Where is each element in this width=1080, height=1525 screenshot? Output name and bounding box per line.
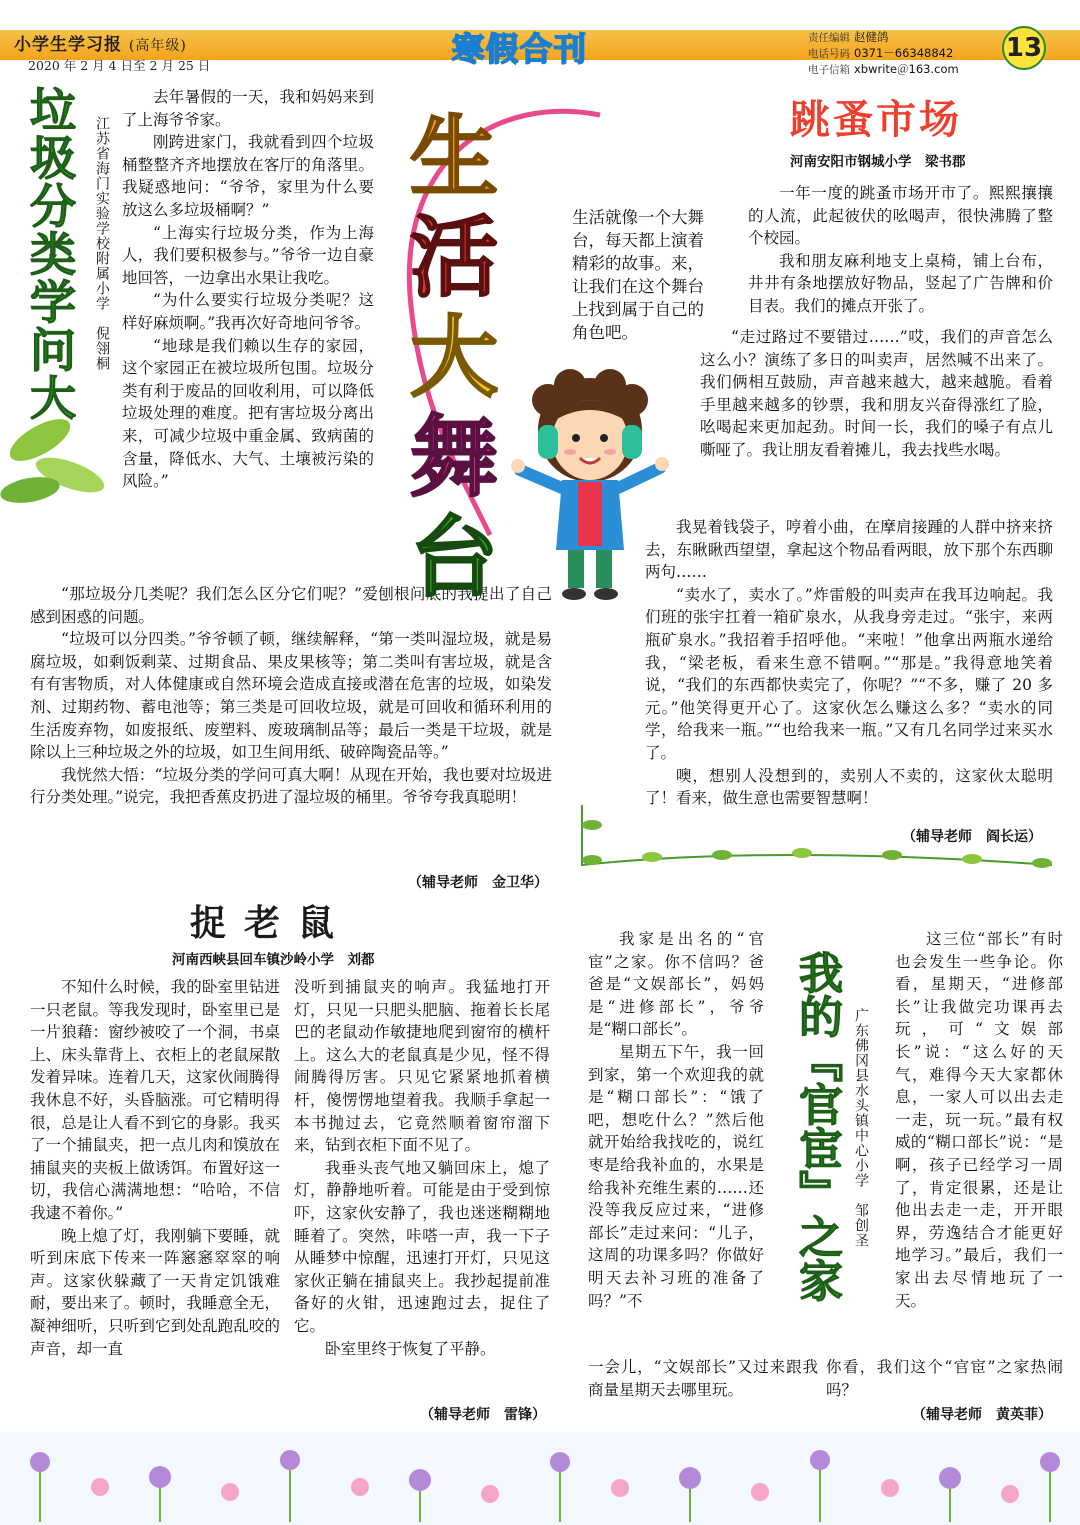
official-family-column-1 [588,928,764,1312]
paragraph: “上海实行垃圾分类，作为上海人，我们要积极参与。”爷爷一边自豪地回答，一边拿出水果让我吃。 [122,223,374,287]
phone-label: 电话号码 [808,48,850,60]
paragraph: “为什么要实行垃圾分类呢？这样好麻烦啊。”我再次好奇地问爷爷。 [122,291,374,332]
email-label: 电子信箱 [808,64,850,76]
theme-intro: 生活就像一个大舞台，每天都上演着精彩的故事。来，让我们在这个舞台上找到属于自己的角色吧。 [572,208,704,342]
flea-market-article-teacher: （辅导老师 阎长运） [902,829,1042,845]
special-issue-title: 寒假合刊 [452,30,589,68]
editor-info [808,30,959,78]
paragraph: 晚上熄了灯，我刚躺下要睡，就听到床底下传来一阵窸窸窣窣的响声。这家伙躲藏了一天肯定饥饿难耐，要出来了。顿时，我睡意全无，凝神细听，只听到它到处乱跑乱咬的声音，却一直 [30,1226,280,1358]
flea-market-article-byline: 河南安阳市钢城小学 梁书郡 [790,154,966,170]
paragraph: “地球是我们赖以生存的家园，这个家园正在被垃圾所包围。垃圾分类有利于废品的回收利用，可以降低垃圾处理的难度。把有害垃圾分离出来，可减少垃圾中重金属、致病菌的含量，降低水、大气、土壤被污染的风险。” [122,336,374,491]
flea-market-column-top [748,182,1053,318]
paragraph: 我晃着钱袋子，哼着小曲，在摩肩接踵的人群中挤来挤去，东瞅瞅西望望，拿起这个物品看两眼，放下那个东西聊两句…… [645,518,1053,582]
theme-title-char: 活 [410,206,509,309]
phone-number: 0371－66348842 [854,46,954,60]
masthead [14,30,187,55]
page-number-badge: 13 [1002,26,1046,70]
catch-mouse-article-title: 捉老鼠 [190,903,353,944]
paragraph: 这三位“部长”有时也会发生一些争论。你看，星期天，“进修部长”让我做完功课再去玩，可“文娱部长”说：“这么好的天气，难得今天大家都休息，一家人可以出去走一走，玩一玩。”最有权威的“糊口部长”说：“是啊，孩子已经学习一周了，肯定很累，还是让他出去走一走，开开眼界，劳逸结合才能更好地学习。”最后，我们一家出去尽情地玩了一天。 [895,930,1063,1310]
paragraph: 卧室里终于恢复了平静。 [325,1339,496,1358]
catch-mouse-column-2 [294,976,550,1360]
paragraph: 我恍然大悟：“垃圾分类的学问可真大啊！从现在开始，我也要对垃圾进行分类处理。”说完，我把香蕉皮扔进了湿垃圾的桶里。爷爷夸我真聪明！ [30,765,552,807]
editor-name: 赵健鸽 [854,30,889,44]
trash-article-title: 垃圾分类学问大 [23,86,77,422]
paragraph: 我和朋友麻利地支上桌椅，铺上台布，井井有条地摆放好物品，竖起了广告牌和价目表。我们的摊点开张了。 [748,251,1053,315]
official-family-column-2 [895,928,1063,1312]
official-family-article-teacher: （辅导老师 黄英菲） [912,1407,1052,1423]
theme-title-char: 生 [410,106,509,209]
theme-title-char: 舞 [410,406,509,509]
paragraph: 我垂头丧气地又躺回床上，熄了灯，静静地听着。可能是由于受到惊吓，这家伙安静了，我也迷迷糊糊地睡着了。突然，咔嗒一声，我一下子从睡梦中惊醒，迅速打开灯，只见这家伙正躺在捕鼠夹上。我抄起提前准备好的火钳，迅速跑过去，捉住了它。 [294,1158,550,1335]
paragraph: 星期五下午，我一回到家，第一个欢迎我的就是“糊口部长”：“饿了吧，想吃什么？”然后他就开始给我找吃的，说红枣是给我补血的，水果是给我补充维生素的……还没等我反应过来，“进修部长”走过来问：“儿子，这周的功课多吗？你做好明天去补习班的准备了吗？”不 [588,1042,764,1310]
trash-article-teacher: （辅导老师 金卫华） [408,875,548,891]
editor-label: 责任编辑 [808,32,850,44]
paragraph: “走过路过不要错过……”哎，我们的声音怎么这么小？演练了多日的叫卖声，居然喊不出来了。我们俩相互鼓励，声音越来越大，越来越脆。看着手里越来越多的钞票，我和朋友兴奋得涨红了脸，吆喝起来更加起劲。时间一长，我们的嗓子有点儿嘶哑了。我让朋友看着摊儿，我去找些水喝。 [700,328,1053,459]
official-family-article-byline: 广东佛冈县水头镇中心小学 邹创圣 [853,1008,869,1248]
paragraph: “卖水了，卖水了。”炸雷般的叫卖声在我耳边响起。我们班的张宇扛着一箱矿泉水，从我身旁走过。“张宇，来两瓶矿泉水。”我招着手招呼他。“来啦！”他拿出两瓶水递给我，“梁老板，看来生意不错啊。”“那是。”我得意地笑着说，“我们的东西都快卖完了，你呢？”“不多，赚了 20 多元。”他笑得更开心了。这家伙怎么赚这么多？“卖水的同学，给我来一瓶。”“也给我来一瓶。”又有几名同学过来买水了。 [645,585,1053,762]
paragraph: 一年一度的跳蚤市场开市了。熙熙攘攘的人流，此起彼伏的吆喝声，很快沸腾了整个校园。 [748,184,1053,248]
official-family-column-2-tail: 你看，我们这个“官宦”之家热闹吗？ [826,1358,1063,1399]
paragraph: 没听到捕鼠夹的响声。我猛地打开灯，只见一只肥头肥脑、拖着长长尾巴的老鼠动作敏捷地爬到窗帘的横杆上。这么大的老鼠真是少见，怪不得闹腾得厉害。只见它紧紧地抓着横杆，傻愣愣地望着我。我顺手拿起一本书抛过去，它竟然顺着窗帘溜下来，钻到衣柜下面不见了。 [294,978,550,1155]
trash-article-narrow-column [122,86,374,493]
paragraph: 噢，想别人没想到的，卖别人不卖的，这家伙太聪明了！看来，做生意也需要智慧啊！ [645,766,1053,808]
flea-market-column-middle [700,326,1053,462]
vine-decoration [572,805,1060,895]
trash-article-byline: 江苏省海门实验学校附属小学 倪翎桐 [94,116,110,371]
trash-article-wide-column [30,583,552,809]
theme-title [410,108,508,608]
flower-border-decoration [0,1432,1080,1525]
paragraph: 刚跨进家门，我就看到四个垃圾桶整整齐齐地摆放在客厅的角落里。我疑惑地问：“爷爷，家里为什么要放这么多垃圾桶啊？” [122,133,374,219]
flea-market-article-title: 跳蚤市场 [790,97,962,143]
theme-title-char: 大 [410,306,509,409]
issue-date: 2020 年 2 月 4 日至 2 月 25 日 [28,58,211,73]
masthead-name: 小学生学习报 [14,35,122,55]
paragraph: “那垃圾分几类呢？我们怎么区分它们呢？”爱刨根问底的我提出了自己感到困惑的问题。 [30,585,552,626]
paragraph: 去年暑假的一天，我和妈妈来到了上海爷爷家。 [122,88,374,129]
catch-mouse-column-1 [30,976,280,1360]
official-family-article-title: 我的『官宦』之家 [791,950,842,1302]
paragraph: “垃圾可以分四类。”爷爷顿了顿，继续解释，“第一类叫湿垃圾，就是易腐垃圾，如剩饭剩菜、过期食品、果皮果核等；第二类叫有害垃圾，就是含有有害物质，对人体健康或自然环境会造成直接或潜在危害的垃圾，如染发剂、过期药物、蓄电池等；第三类是可回收垃圾，就是可回收和循环利用的生活废弃物，如废报纸、废塑料、废玻璃制品等；最后一类是干垃圾，就是除以上三种垃圾之外的垃圾，如卫生间用纸、破碎陶瓷品等。” [30,630,552,762]
catch-mouse-article-teacher: （辅导老师 雷锋） [420,1407,546,1423]
official-family-column-1-tail: 一会儿，“文娱部长”又过来跟我商量星期天去哪里玩。 [588,1358,818,1399]
masthead-grade: (高年级) [128,38,187,54]
theme-title-char: 台 [410,506,509,609]
paragraph: 我家是出名的“官宦”之家。你不信吗？爸爸是“文娱部长”，妈妈是“进修部长”，爷爷是“糊口部长”。 [588,930,764,1039]
paragraph: 不知什么时候，我的卧室里钻进一只老鼠。等我发现时，卧室里已是一片狼藉：窗纱被咬了一个洞，书桌上、床头靠背上、衣柜上的老鼠屎散发着异味。连着几天，这家伙闹腾得我休息不好，头昏脑涨。可它精明得很，总是让人看不到它的身影。我买了一个捕鼠夹，把一点儿肉和馍放在捕鼠夹的夹板上做诱饵。布置好这一切，我信心满满地想：“哈哈，不信我逮不着你。” [30,978,280,1222]
catch-mouse-article-byline: 河南西峡县回车镇沙岭小学 刘都 [172,952,375,968]
flea-market-column-bottom [645,516,1053,810]
email-address: xbwrite＠163.com [854,62,959,76]
